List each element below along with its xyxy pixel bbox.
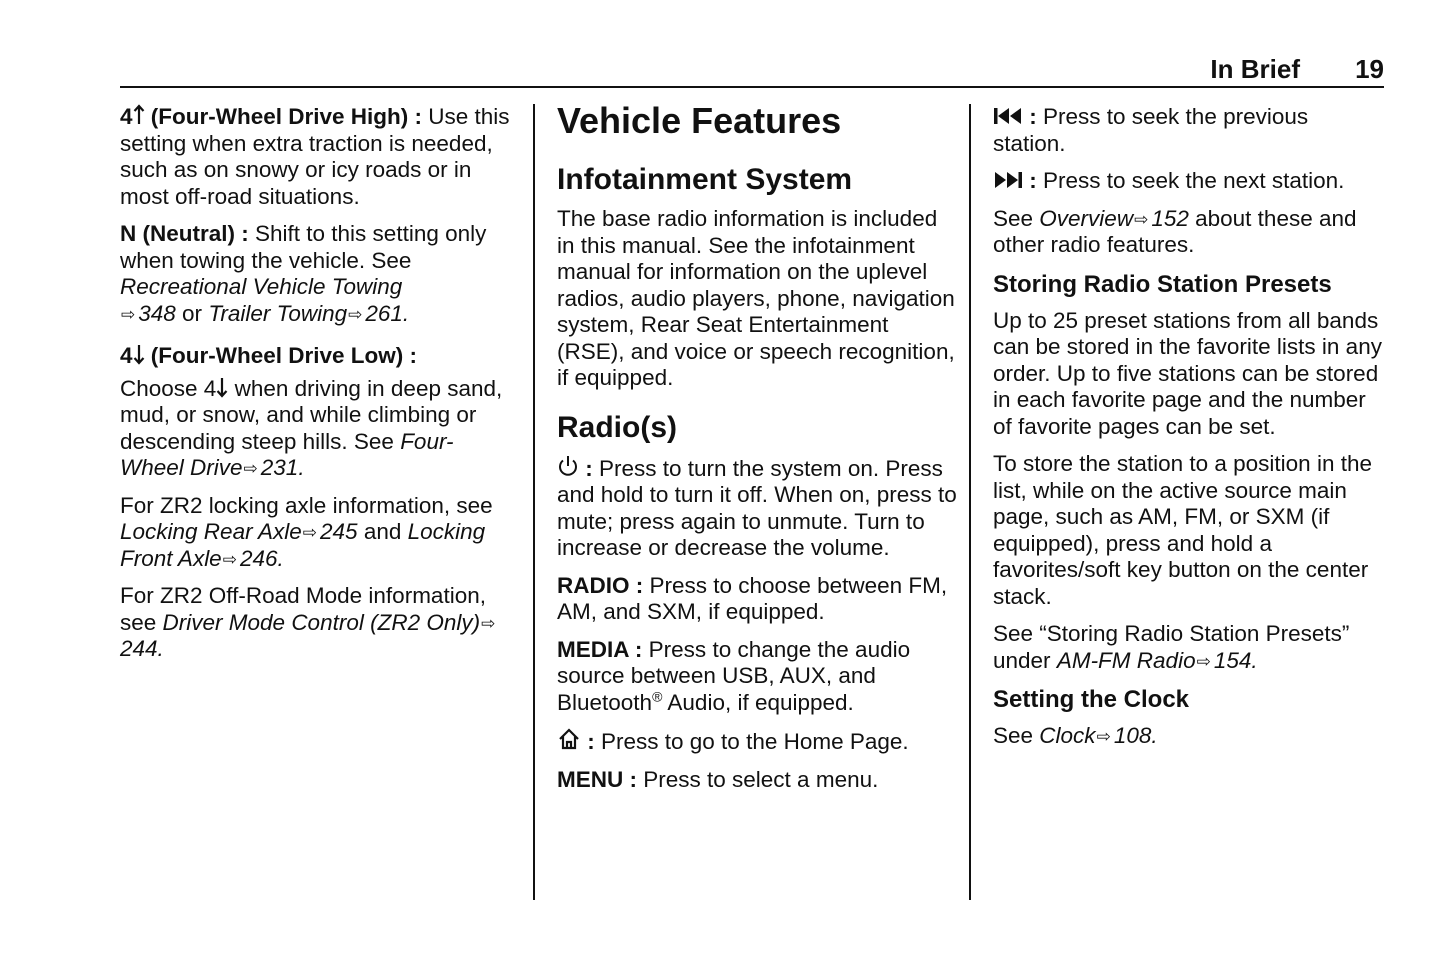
text-off-road: For ZR2 Off-Road Mode information, see [120, 583, 486, 635]
registered-mark: ® [652, 688, 663, 704]
paragraph-media [557, 637, 957, 717]
page-ref-icon: ⇨ [302, 523, 318, 542]
page-ref-108[interactable]: 108 [1113, 723, 1152, 748]
link-four-wheel-drive[interactable]: Four-Wheel Drive [120, 428, 454, 480]
text-radio: Press to choose between FM, AM, and SXM, if equipped. [557, 572, 948, 624]
column-3 [993, 104, 1385, 761]
link-driver-mode-control[interactable]: Driver Mode Control (ZR2 Only) [162, 609, 481, 635]
paragraph-4wd-low [120, 376, 515, 482]
text-4wd-high: Use this setting when extra traction is needed, such as on snowy or icy roads or in most off-road situations. [120, 104, 510, 209]
label-prefix: 4 [120, 104, 133, 129]
page-ref-348[interactable]: 348 [138, 300, 176, 326]
paragraph-home [557, 727, 957, 756]
paragraph-presets-1: Up to 25 preset stations from all bands can be stored in the favorite lists in any order. Up to five stations can be stored in each favorite page and the number of favorite pages can be set. [993, 307, 1382, 439]
paragraph-neutral [120, 221, 515, 327]
page-ref-icon: ⇨ [1196, 651, 1211, 671]
arrow-down-icon [133, 343, 145, 365]
paragraph-power [557, 454, 957, 562]
text-neutral: Shift to this setting only when towing the vehicle. See [120, 221, 487, 273]
page-ref-icon: ⇨ [1096, 727, 1111, 746]
text-see: See [993, 205, 1040, 231]
period: . [298, 455, 305, 480]
column-2 [557, 100, 957, 804]
label-seek-previous: : [1023, 104, 1037, 129]
page-ref-icon: ⇨ [222, 549, 237, 569]
text-seek-next: Press to seek the next station. [1036, 168, 1345, 193]
text-locking-axle: For ZR2 locking axle information, see [120, 492, 493, 518]
page-ref-244[interactable]: 244 [120, 636, 158, 661]
link-overview[interactable]: Overview [1039, 205, 1134, 231]
heading-radios: Radio(s) [557, 410, 677, 444]
column-1 [120, 104, 515, 674]
label-media: MEDIA : [557, 636, 643, 662]
label-menu: MENU : [557, 766, 637, 792]
page-ref-245[interactable]: 245 [320, 519, 358, 544]
text-presets-see: See “Storing Radio Station Presets” under [993, 621, 1350, 673]
seek-next-icon [993, 170, 1023, 190]
arrow-down-icon [216, 376, 228, 398]
period: . [1151, 723, 1158, 748]
page-ref-154[interactable]: 154 [1213, 647, 1252, 673]
paragraph-overview [993, 206, 1385, 259]
page-ref-152[interactable]: 152 [1151, 205, 1189, 231]
header-divider [120, 86, 1384, 88]
paragraph-menu [557, 767, 957, 794]
paragraph-locking-axle [120, 493, 515, 573]
page-number: 19 [1355, 54, 1384, 84]
heading-setting-clock: Setting the Clock [993, 686, 1190, 713]
page-ref-231[interactable]: 231 [260, 455, 299, 480]
period: . [1251, 647, 1258, 673]
page-ref-icon: ⇨ [243, 459, 258, 478]
paragraph-4wd-high [120, 104, 515, 210]
paragraph-infotainment: The base radio information is included in this manual. See the infotainment manual for information on the uplevel radios, audio players, phone, navigation system, Rear Seat Entertainment (RSE), and voice or speech recognition, if equipped. [557, 206, 955, 390]
text-choose: Choose 4 [120, 375, 217, 401]
home-icon [557, 727, 581, 751]
heading-infotainment: Infotainment System [557, 163, 853, 196]
text-home: Press to go to the Home Page. [594, 729, 909, 754]
paragraph-presets-2: To store the station to a position in the list, while on the active source main page, such as AM, FM, or SXM (if equipped), press and hold a favorites/soft key button on the center stack. [993, 451, 1372, 609]
text-media: Press to change the audio source between USB, AUX, and Bluetooth [557, 636, 911, 715]
paragraph-presets-3 [993, 621, 1385, 674]
text-and: and [357, 519, 408, 544]
power-icon [557, 454, 579, 478]
paragraph-seek-next [993, 168, 1385, 195]
paragraph-radio [557, 573, 957, 626]
link-trailer-towing[interactable]: Trailer Towing [208, 300, 348, 326]
text-overview: about these and other radio features. [993, 205, 1357, 257]
link-locking-rear-axle[interactable]: Locking Rear Axle [120, 519, 302, 544]
column-divider-1 [533, 104, 535, 900]
header-section-title: In Brief [1210, 54, 1300, 84]
paragraph-seek-previous [993, 104, 1385, 157]
link-recreational-vehicle-towing[interactable]: Recreational Vehicle Towing [120, 274, 403, 299]
label-seek-next: : [1023, 168, 1037, 193]
paragraph-4wd-low-heading [120, 343, 515, 370]
paragraph-off-road-mode [120, 583, 515, 663]
text-media-2: Audio, if equipped. [662, 689, 854, 715]
period: . [402, 300, 410, 326]
label-home: : [581, 729, 595, 754]
page-ref-icon: ⇨ [121, 304, 136, 324]
page-ref-261[interactable]: 261 [365, 300, 403, 326]
arrow-up-icon [133, 104, 145, 126]
page-ref-246[interactable]: 246 [239, 545, 278, 571]
label-power: : [579, 455, 593, 481]
link-clock[interactable]: Clock [1039, 723, 1096, 748]
label-4wd-high: (Four-Wheel Drive High) : [144, 104, 423, 129]
label-radio: RADIO : [557, 572, 644, 598]
label-prefix: 4 [120, 343, 133, 368]
paragraph-clock [993, 723, 1385, 750]
link-am-fm-radio[interactable]: AM-FM Radio [1056, 647, 1196, 673]
period: . [157, 636, 164, 661]
section-title: Vehicle Features [557, 100, 842, 141]
text-or: or [175, 300, 209, 326]
column-divider-2 [969, 104, 971, 900]
period: . [277, 545, 284, 571]
text-power: Press to turn the system on. Press and hold to turn it off. When on, press to mute; press again to unmute. Turn to increase or decrease the volume. [557, 455, 957, 560]
page-ref-icon: ⇨ [481, 613, 496, 633]
link-locking-front-axle[interactable]: Locking Front Axle [120, 519, 486, 571]
heading-storing-presets: Storing Radio Station Presets [993, 270, 1332, 298]
page-ref-icon: ⇨ [348, 304, 363, 324]
page-header [120, 52, 1384, 86]
page-ref-icon: ⇨ [1134, 209, 1149, 229]
text-4wd-low: when driving in deep sand, mud, or snow, and while climbing or descending steep hills. See [120, 375, 503, 454]
seek-previous-icon [993, 106, 1023, 126]
label-4wd-low: (Four-Wheel Drive Low) : [144, 343, 418, 368]
text-menu: Press to select a menu. [637, 766, 879, 792]
text-see: See [993, 723, 1040, 748]
label-neutral: N (Neutral) : [120, 221, 249, 246]
text-seek-previous: Press to seek the previous station. [993, 104, 1309, 156]
